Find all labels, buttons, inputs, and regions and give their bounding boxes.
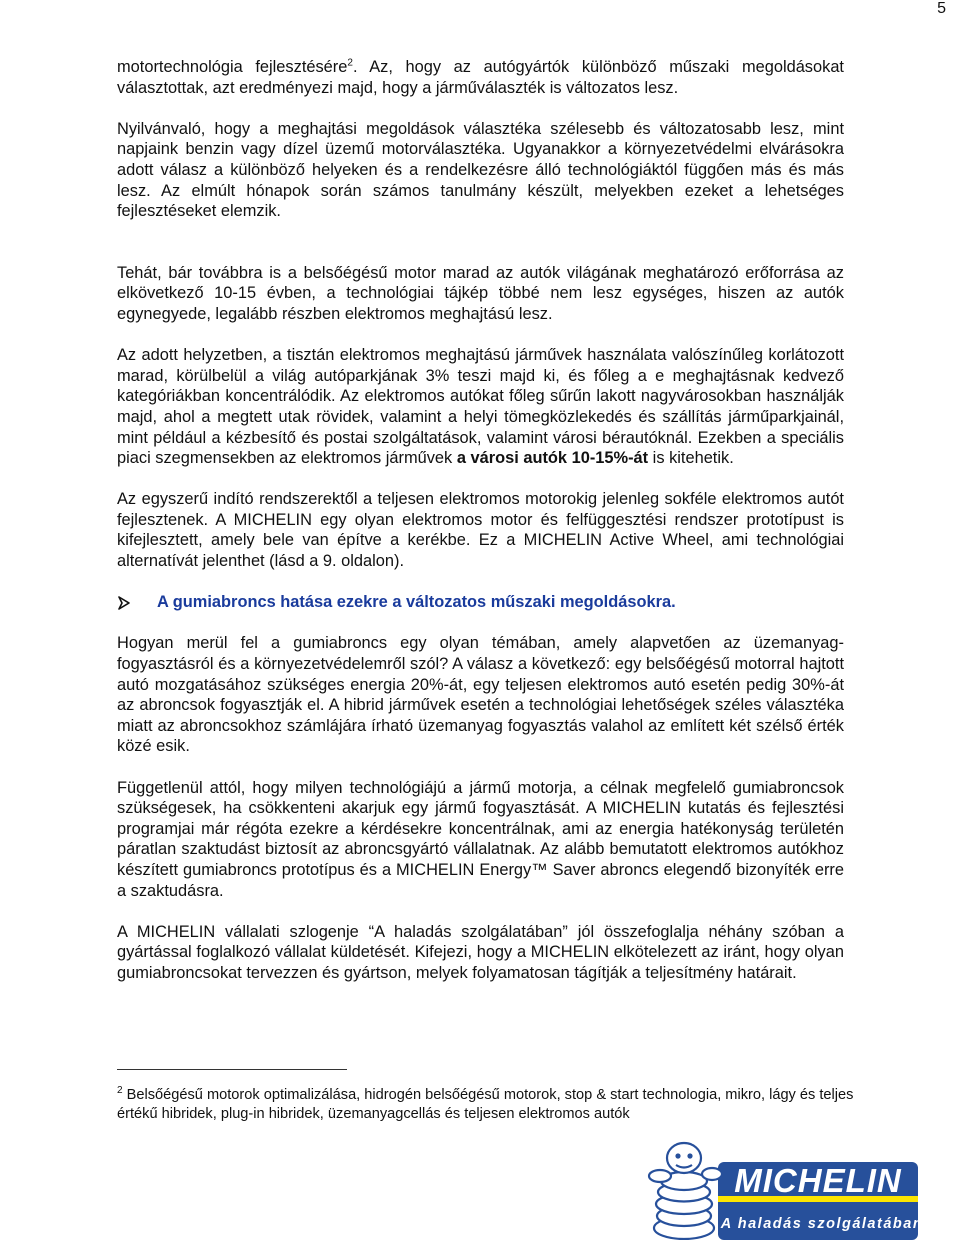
paragraph-2: Nyilvánvaló, hogy a meghajtási megoldások választéka szélesebb és változatosabb lesz, mint napjaink benzin vagy dízel üzemű motorválasztéka. Ugyanakkor a környezetvédelmi elvárásokra adott válasz a különböző helyeken és a rendelkezésre álló technológiáktól függően más és más lesz. Az elmúlt hónapok során számos tanulmány készült, melyekben ezeket a lehetséges fejlesztéseket elemzik. (117, 119, 844, 221)
paragraph-4-bold: a városi autók 10-15%-át (456, 449, 649, 468)
footnote-marker: 2 (117, 1085, 123, 1097)
logo-brand: MICHELIN (734, 1162, 902, 1199)
michelin-logo (642, 1136, 918, 1240)
footnote-reference: 2 (347, 57, 353, 69)
paragraph-7: Függetlenül attól, hogy milyen technológiájú a jármű motorja, a célnak megfelelő gumiabroncsok szükségesek, ha csökkenteni akarjuk egy jármű fogyasztását. A MICHELIN kutatás és fejlesztési programjai már régóta ezekre a kérdésekre koncentrálnak, ami az energia hatékonyság területén páratlan szaktudást biztosít az abroncsgyártó vállalatnak. Az alább bemutatott elektromos autókhoz készített gumiabroncs prototípus és a MICHELIN Energy™ Saver abroncs elegendő bizonyíték erre a szaktudásra. (117, 778, 844, 900)
arrow-bullet-icon (117, 596, 157, 610)
page-body (117, 57, 844, 1004)
paragraph-4 (117, 345, 844, 469)
paragraph-8: A MICHELIN vállalati szlogenje “A haladás szolgálatában” jól összefoglalja néhány szóban a gyártással foglalkozó vállalat küldetését. Kifejezi, hogy a MICHELIN elkötelezett az iránt, hogy olyan gumiabroncsokat tervezzen és gyártson, melyek folyamatosan tágítják a teljesítmény határait. (117, 922, 844, 982)
paragraph-1-text-b: . Az, hogy az autógyártók különböző műszaki megoldásokat választottak, azt eredményezi majd, hogy a járműválaszték is változatos lesz. (117, 58, 844, 97)
paragraph-1-text-a: motortechnológia fejlesztésére (117, 58, 348, 76)
paragraph-4-text-a: Az adott helyzetben, a tisztán elektromos meghajtású járművek használata valószínűleg korlátozott marad, körülbelül a világ autóparkjának 3% teszi majd ki, és főleg a e meghajtásnak kedvező kategóriákban koncentrálódik. Az elektromos autókat főleg sűrűn lakott nagyvárosokban használják majd, ahol a megtett utak rövidek, valamint a helyi tömegközlekedés és szállítás járműparkjainál, mint például a kézbesítő és postai szolgáltatások, valamint városi bérautóknál. Ezekben a speciális piaci szegmensekben az elektromos járművek (117, 346, 844, 468)
footnote-separator (117, 1069, 347, 1070)
footnote-text: Belsőégésű motorok optimalizálása, hidrogén belsőégésű motorok, stop & start technologia, mikro, lágy és teljes értékű hibridek, plug-in hibridek, üzemanyagcellás és teljesen elektromos autók (117, 1087, 854, 1122)
page-number: 5 (937, 0, 946, 17)
paragraph-5: Az egyszerű indító rendszerektől a teljesen elektromos motorokig jelenleg sokféle elektromos autót fejlesztenek. A MICHELIN egy olyan elektromos motor és felfüggesztési rendszer prototípust is kifejlesztett, amely bele van építve a kerékbe. Ez a MICHELIN Active Wheel, ami technológiai alternatívát jelenthet (lásd a 9. oldalon). (117, 490, 844, 571)
paragraph-3: Tehát, bár továbbra is a belsőégésű motor marad az autók világának meghatározó erőforrása az elkövetkező 10-15 évben, a technológiai tájkép többé nem lesz egységes, hiszen az autók egynegyede, legalább részben elektromos meghajtású lesz. (117, 263, 844, 323)
paragraph-6: Hogyan merül fel a gumiabroncs egy olyan témában, amely alapvetően az üzemanyag-fogyasztásról és a környezetvédelemről szól? A válasz a következő: egy belsőégésű motorral hajtott autó mozgatásához szükséges energia 20%-át, egy teljesen elektromos autó esetén pedig 30%-át az abroncsok fogyasztják el. A hibrid járművek esetén a technológiai lehetőségek széles választéka miatt az abroncsokhoz számlájára írható üzemanyag fogyasztás valahol az említett két szélső érték közé esik. (117, 634, 844, 756)
paragraph-1 (117, 57, 844, 98)
section-heading-text: A gumiabroncs hatása ezekre a változatos műszaki megoldásokra. (157, 593, 676, 612)
section-heading (117, 592, 844, 613)
logo-tagline: A haladás szolgálatában (720, 1216, 918, 1232)
bibendum-icon (649, 1143, 722, 1239)
footnote (117, 1086, 857, 1124)
paragraph-4-text-b: is kitehetik. (648, 449, 734, 468)
